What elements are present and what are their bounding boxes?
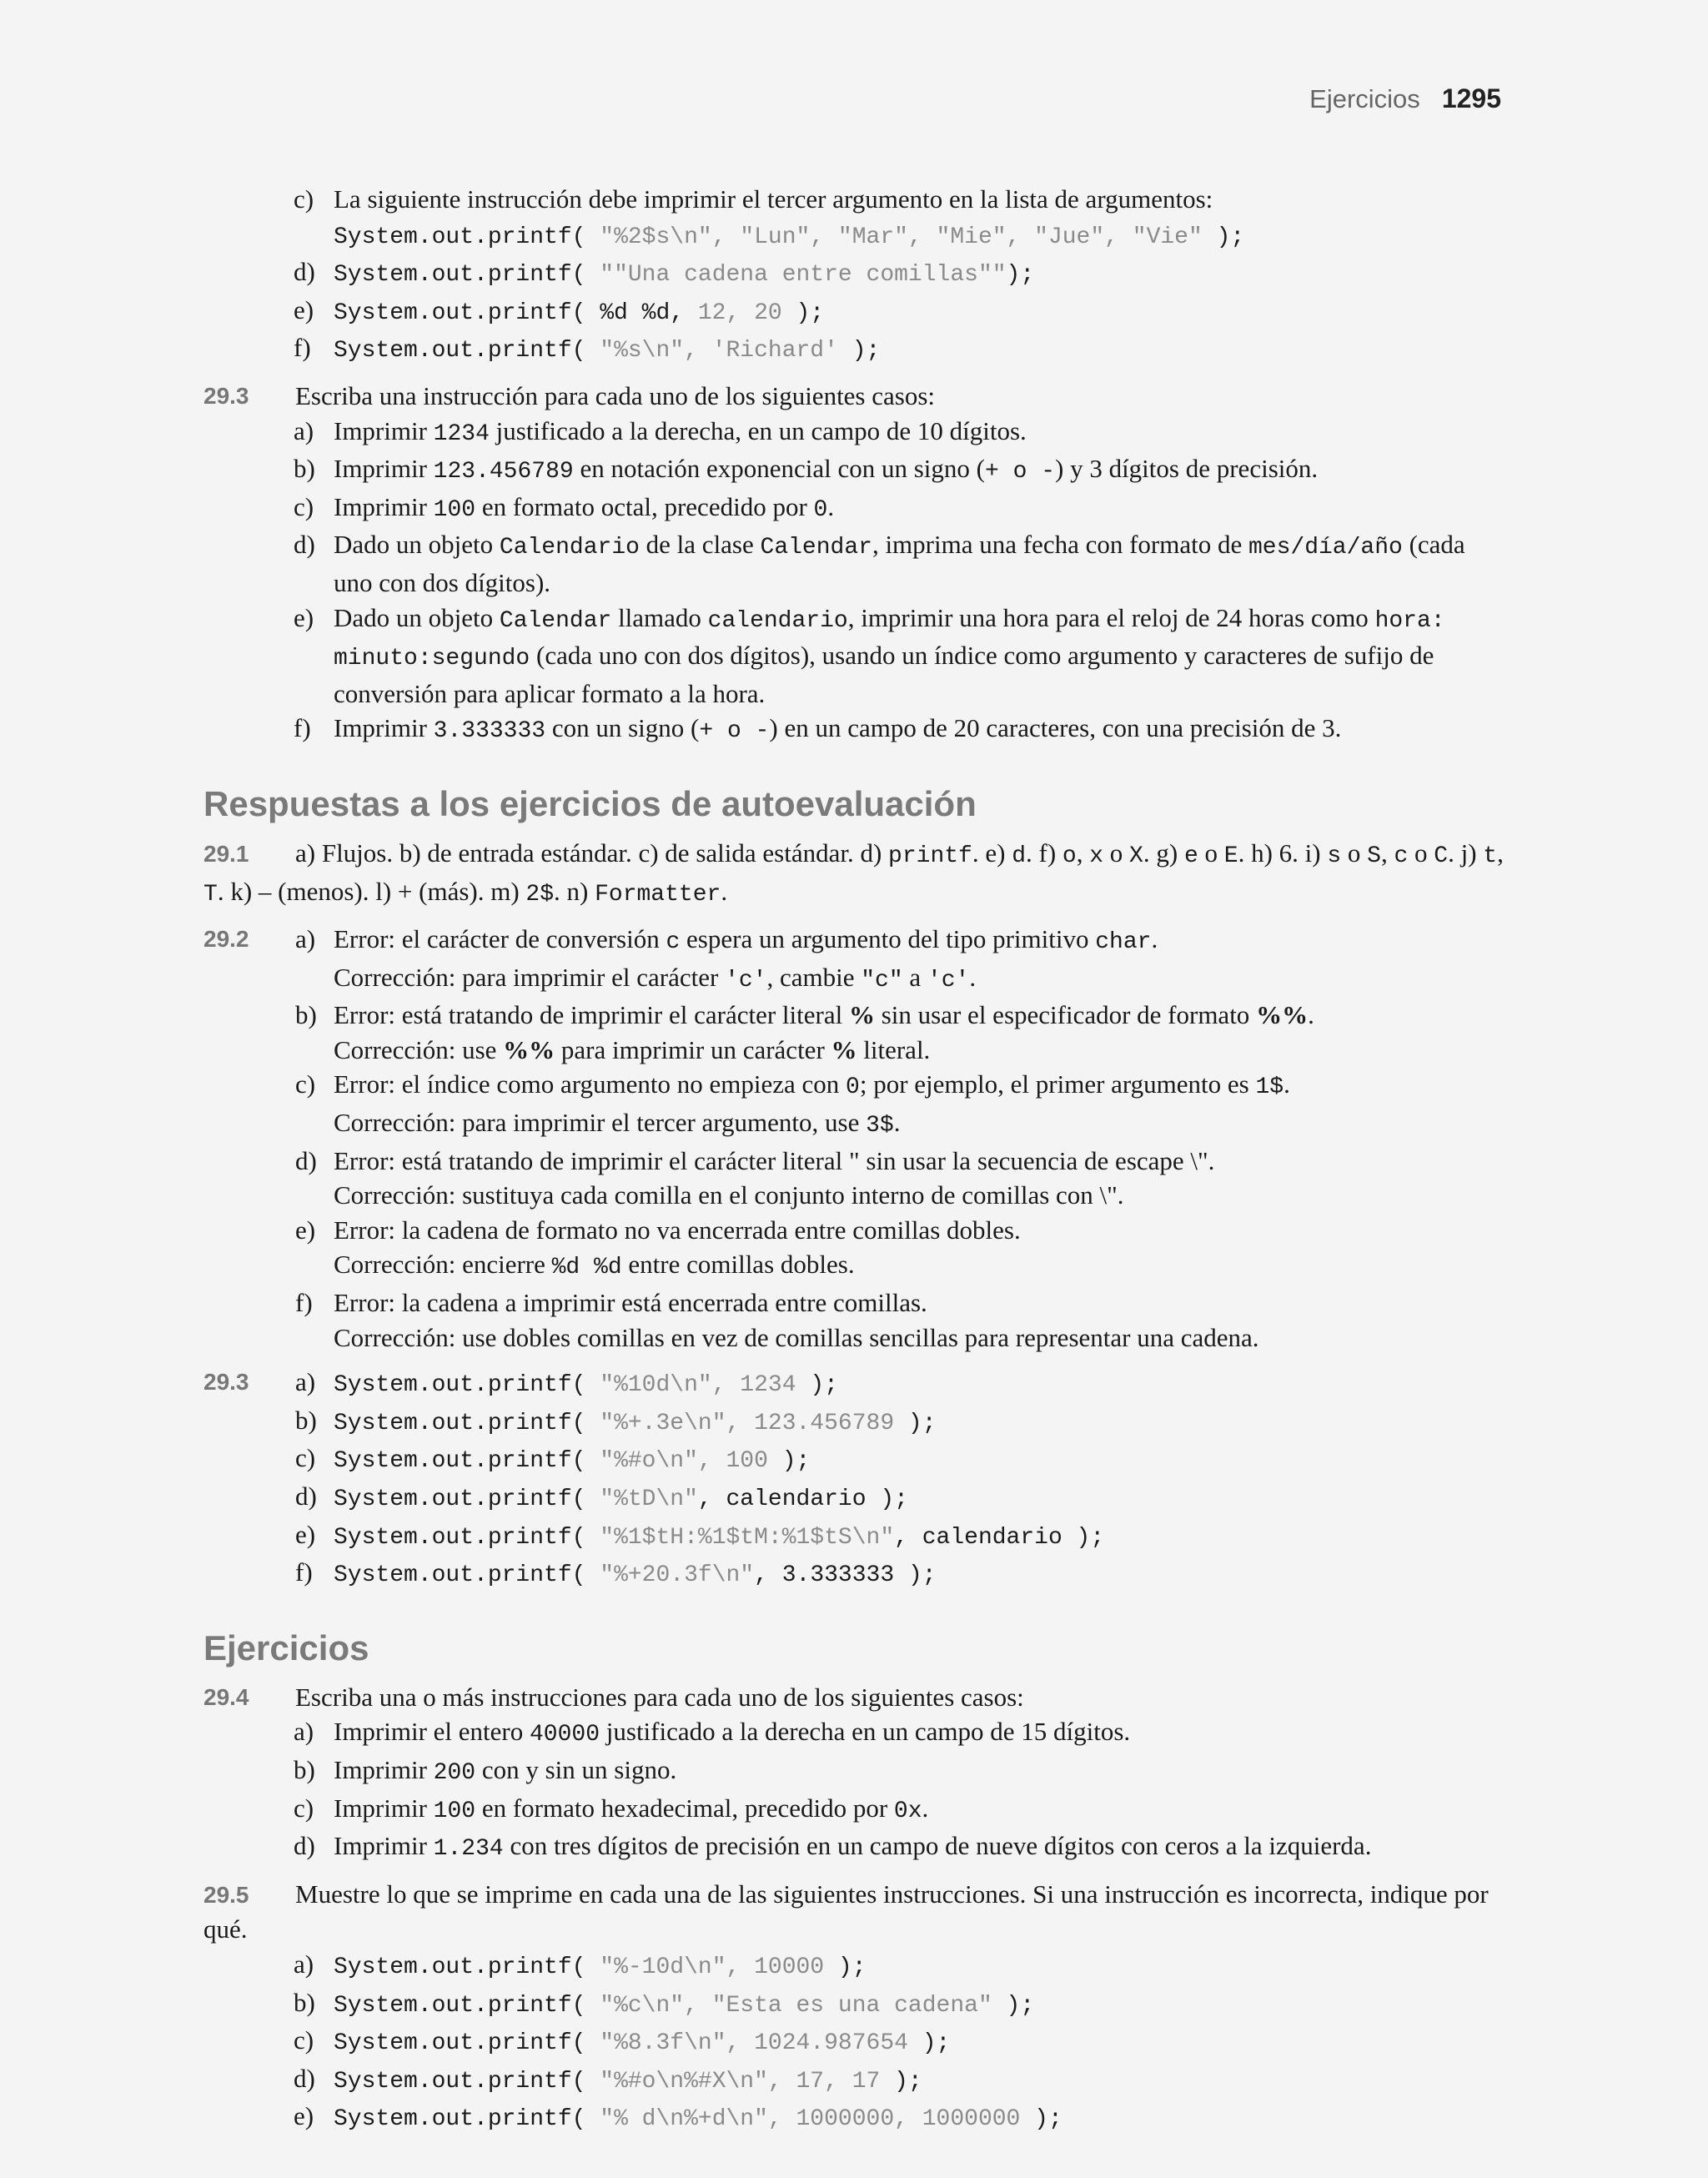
code-line: System.out.printf( "%2$s\n", "Lun", "Mar", "Mie", "Jue", "Vie" ); <box>334 224 1245 250</box>
code-line: e) System.out.printf( "%1$tH:%1$tM:%1$tS\n", calendario ); <box>295 1519 1105 1551</box>
section-heading-exercises: Ejercicios <box>203 1627 369 1667</box>
running-header <box>1309 83 1501 114</box>
code-line: c) System.out.printf( "%8.3f\n", 1024.987654 ); <box>294 2025 951 2057</box>
code-line: f) System.out.printf( "%+20.3f\n", 3.333333 ); <box>295 1557 937 1589</box>
page-number: 1295 <box>1441 83 1501 113</box>
code-line: b) System.out.printf( "%c\n", "Esta es una cadena" ); <box>294 1987 1035 2019</box>
list-item: e) System.out.printf( %d %d, 12, 20 ); <box>294 294 825 326</box>
list-item: b) Imprimir 200 con y sin un signo. <box>294 1754 677 1786</box>
exercise-29-5: 29.5 Muestre lo que se imprime en cada una de las siguientes instrucciones. Si una instrucción es incorrecta, indique por qué. <box>203 1879 1489 1944</box>
answer-29-2: 29.2 a) Error: el carácter de conversión c espera un argumento del tipo primitivo char. Corrección: para imprimir el carácter 'c', cambie "c" a 'c'. b) Error: está tratando de imprimir el carácter literal % sin usar el especificador de formato %%. Corrección: use %% para imprimir un carácter % literal. c) Error: el índice como argumento no empieza con 0; por ejemplo, el primer argumento es 1$. Corrección: para imprimir el tercer argumento, use 3$. d) Error: está tratando de imprimir el carácter literal " sin usar la secuencia de escape \". Corrección: sustituya cada comilla en el conjunto interno de comillas con \". e) Error: la cadena de formato no va encerrada entre comillas dobles. Corrección: encierre %d %d entre comillas dobles. f) Error: la cadena a imprimir está encerrada entre comillas. Corrección: use dobles comillas en vez de comillas sencillas para representar una cadena. <box>203 924 1314 1352</box>
list-item: d) Imprimir 1.234 con tres dígitos de precisión en un campo de nueve dígitos con ceros a la izquierda. <box>294 1831 1372 1863</box>
list-item: f) System.out.printf( "%s\n", 'Richard' ); <box>294 333 881 365</box>
answer-29-3: 29.3 a) System.out.printf( "%10d\n", 1234 ); b) System.out.printf( "%+.3e\n", 123.456789 ); c) System.out.printf( "%#o\n", 100 ); d) System.out.printf( "%tD\n", calendario ); e) System.out.printf( "%1$tH:%1$tM:%1$tS\n", calendario ); f) System.out.printf( "%+20.3f\n", 3.333333 ); <box>203 1365 1505 1593</box>
exercise-29-3: 29.3 Escriba una instrucción para cada uno de los siguientes casos: a) Imprimir 1234 justificado a la derecha, en un campo de 10 dígitos. b) Imprimir 123.456789 en notación exponencial con un signo (+ o -) y 3 dígitos de precisión. c) Imprimir 100 en formato octal, precedido por 0. d) Dado un objeto Calendario de la clase Calendar, imprima una fecha con formato de mes/día/año (cada uno con dos dígitos). e) Dado un objeto Calendar llamado calendario, imprimir una hora para el reloj de 24 horas como hora: minuto:segundo (cada uno con dos dígitos), usando un índice como argumento y caracteres de sufijo de conversión para aplicar formato a la hora. f) Imprimir 3.333333 con un signo (+ o -) en un campo de 20 caracteres, con una precisión de 3. <box>203 379 1505 749</box>
list-item: c) La siguiente instrucción debe imprimir el tercer argumento en la lista de argumentos: <box>294 184 1213 214</box>
list-item: b) Imprimir 123.456789 en notación exponencial con un signo (+ o -) y 3 dígitos de precisión. <box>294 454 1319 485</box>
list-item: d) Dado un objeto Calendario de la clase Calendar, imprima una fecha con formato de mes/día/año (cada <box>294 530 1465 561</box>
code-line: e) System.out.printf( "% d\n%+d\n", 1000000, 1000000 ); <box>294 2101 1062 2133</box>
list-item: a) Imprimir el entero 40000 justificado a la derecha en un campo de 15 dígitos. <box>294 1717 1131 1748</box>
header-section: Ejercicios <box>1309 84 1420 113</box>
section-heading-answers: Respuestas a los ejercicios de autoevaluación <box>203 783 977 823</box>
code-line: a) System.out.printf( "%-10d\n", 10000 ); <box>294 1949 867 1980</box>
list-item: c) Imprimir 100 en formato hexadecimal, precedido por 0x. <box>294 1793 929 1824</box>
exercise-29-5-list <box>203 1947 1505 2137</box>
code-line: d) System.out.printf( "%#o\n%#X\n", 17, 17 ); <box>294 2063 922 2095</box>
page-content <box>203 182 1505 2137</box>
code-line: c) System.out.printf( "%#o\n", 100 ); <box>295 1443 811 1475</box>
code-line: b) System.out.printf( "%+.3e\n", 123.456789 ); <box>295 1405 937 1436</box>
list-item: d) System.out.printf( ""Una cadena entre comillas""); <box>294 257 1035 289</box>
code-line: a) System.out.printf( "%10d\n", 1234 ); <box>295 1367 838 1399</box>
list-item: a) Imprimir 1234 justificado a la derecha, en un campo de 10 dígitos. <box>294 415 1027 447</box>
exercise-number: 29.3 <box>203 382 249 409</box>
code-line: d) System.out.printf( "%tD\n", calendario ); <box>295 1481 908 1512</box>
answer-29-1: 29.1 a) Flujos. b) de entrada estándar. c) de salida estándar. d) printf. e) d. f) o, x o X. g) e o E. h) 6. i) s o S, c o C. j) t, T. k) – (menos). l) + (más). m) 2$. n) Formatter. <box>203 837 1504 908</box>
list-item: f) Imprimir 3.333333 con un signo (+ o -) en un campo de 20 caracteres, con una precisión de 3. <box>294 713 1342 745</box>
exercise-29-4: 29.4 Escriba una o más instrucciones para cada uno de los siguientes casos: a) Imprimir el entero 40000 justificado a la derecha en un campo de 15 dígitos. b) Imprimir 200 con y sin un signo. c) Imprimir 100 en formato hexadecimal, precedido por 0x. d) Imprimir 1.234 con tres dígitos de precisión en un campo de nueve dígitos con ceros a la izquierda. <box>203 1680 1505 1867</box>
list-item: c) Imprimir 100 en formato octal, precedido por 0. <box>294 491 835 523</box>
list-item: e) Dado un objeto Calendar llamado calendario, imprimir una hora para el reloj de 24 horas como hora: <box>294 602 1445 634</box>
